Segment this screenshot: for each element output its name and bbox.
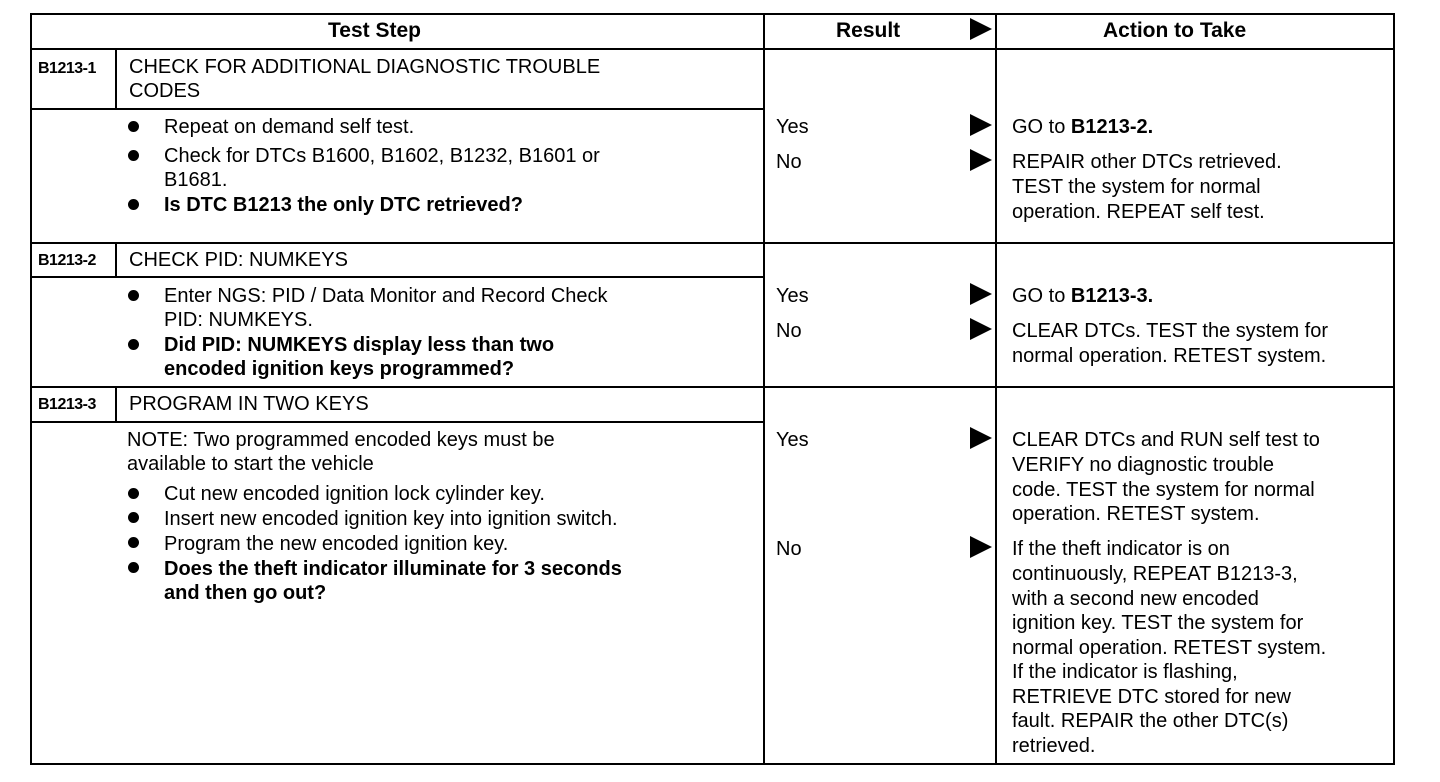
bullet-dot-icon	[128, 562, 139, 573]
right-triangle-icon	[970, 114, 992, 136]
action-yes-line: operation. RETEST system.	[1012, 503, 1260, 525]
result-column-border	[763, 13, 765, 765]
table-right-border	[1393, 13, 1395, 765]
action-no-line: fault. REPAIR the other DTC(s)	[1012, 710, 1289, 732]
action-goto-target: B1213-2.	[1070, 116, 1154, 138]
action-yes-line: CLEAR DTCs and RUN self test to	[1012, 429, 1320, 451]
action-no-line: REPAIR other DTCs retrieved.	[1012, 151, 1282, 173]
bullet-item: Insert new encoded ignition key into ignition switch.	[164, 508, 618, 530]
right-triangle-icon	[970, 536, 992, 558]
table-top-border	[30, 13, 1395, 15]
bullet-item: Program the new encoded ignition key.	[164, 533, 509, 555]
step-title: PROGRAM IN TWO KEYS	[129, 393, 369, 415]
result-no: No	[776, 320, 802, 342]
step-note: NOTE: Two programmed encoded keys must be	[127, 429, 555, 451]
action-yes	[1012, 284, 1153, 308]
row2-bottom-border	[30, 386, 1395, 388]
header-test-step: Test Step	[328, 19, 421, 42]
action-no-line: CLEAR DTCs. TEST the system for	[1012, 320, 1329, 342]
step-title: CODES	[129, 80, 201, 102]
bullet-item: Check for DTCs B1600, B1602, B1232, B1601 or	[164, 145, 600, 167]
bullet-item: Cut new encoded ignition lock cylinder key.	[164, 483, 545, 505]
row3-id-divider	[115, 386, 117, 423]
bullet-dot-icon	[128, 199, 139, 210]
bullet-question: Does the theft indicator illuminate for 3 seconds	[164, 558, 622, 580]
step-id: B1213-3	[38, 396, 96, 413]
action-no-line: retrieved.	[1012, 735, 1096, 757]
action-no-line: If the theft indicator is on	[1012, 538, 1230, 560]
bullet-dot-icon	[128, 488, 139, 499]
result-no: No	[776, 151, 802, 173]
header-action: Action to Take	[1103, 19, 1247, 42]
bullet-item: Enter NGS: PID / Data Monitor and Record Check	[164, 285, 608, 307]
right-triangle-icon	[970, 427, 992, 449]
action-yes	[1012, 115, 1153, 139]
bullet-item-continued: B1681.	[164, 169, 228, 191]
step-id: B1213-2	[38, 252, 96, 269]
bullet-question: Is DTC B1213 the only DTC retrieved?	[164, 194, 523, 216]
row2-id-divider	[115, 242, 117, 278]
row1-bottom-border	[30, 242, 1395, 244]
bullet-dot-icon	[128, 537, 139, 548]
action-no-line: If the indicator is flashing,	[1012, 661, 1238, 683]
step-title: CHECK FOR ADDITIONAL DIAGNOSTIC TROUBLE	[129, 56, 601, 78]
table-bottom-border	[30, 763, 1395, 765]
result-yes: Yes	[776, 285, 809, 307]
action-column-border	[995, 13, 997, 765]
right-triangle-icon	[970, 318, 992, 340]
header-result: Result	[836, 19, 901, 42]
action-no-line: normal operation. RETEST system.	[1012, 637, 1327, 659]
row2-title-divider	[30, 276, 764, 278]
bullet-dot-icon	[128, 512, 139, 523]
action-yes-line: VERIFY no diagnostic trouble	[1012, 454, 1275, 476]
action-yes-line: code. TEST the system for normal	[1012, 479, 1315, 501]
bullet-question-continued: encoded ignition keys programmed?	[164, 358, 515, 380]
right-triangle-icon	[970, 283, 992, 305]
action-no-line: with a second new encoded	[1012, 588, 1259, 610]
bullet-item-continued: PID: NUMKEYS.	[164, 309, 313, 331]
step-title: CHECK PID: NUMKEYS	[129, 249, 348, 271]
action-no-line: normal operation. RETEST system.	[1012, 345, 1327, 367]
header-bottom-border	[30, 48, 1395, 50]
action-text: GO to	[1012, 116, 1071, 138]
step-id: B1213-1	[38, 60, 96, 77]
action-text: GO to	[1012, 285, 1071, 307]
action-no-line: TEST the system for normal	[1012, 176, 1261, 198]
action-goto-target: B1213-3.	[1070, 285, 1154, 307]
result-yes: Yes	[776, 429, 809, 451]
action-no-line: continuously, REPEAT B1213-3,	[1012, 563, 1298, 585]
bullet-dot-icon	[128, 150, 139, 161]
bullet-question-continued: and then go out?	[164, 582, 327, 604]
action-no-line: RETRIEVE DTC stored for new	[1012, 686, 1291, 708]
table-left-border	[30, 13, 32, 765]
result-yes: Yes	[776, 116, 809, 138]
action-no-line: ignition key. TEST the system for	[1012, 612, 1304, 634]
bullet-dot-icon	[128, 290, 139, 301]
row1-id-divider	[115, 48, 117, 110]
bullet-item: Repeat on demand self test.	[164, 116, 415, 138]
right-triangle-icon	[970, 149, 992, 171]
row3-title-divider	[30, 421, 764, 423]
result-no: No	[776, 538, 802, 560]
bullet-dot-icon	[128, 121, 139, 132]
action-no-line: operation. REPEAT self test.	[1012, 201, 1265, 223]
row1-title-divider	[30, 108, 764, 110]
bullet-question: Did PID: NUMKEYS display less than two	[164, 334, 555, 356]
step-note: available to start the vehicle	[127, 453, 374, 475]
bullet-dot-icon	[128, 339, 139, 350]
right-triangle-icon	[970, 18, 992, 40]
